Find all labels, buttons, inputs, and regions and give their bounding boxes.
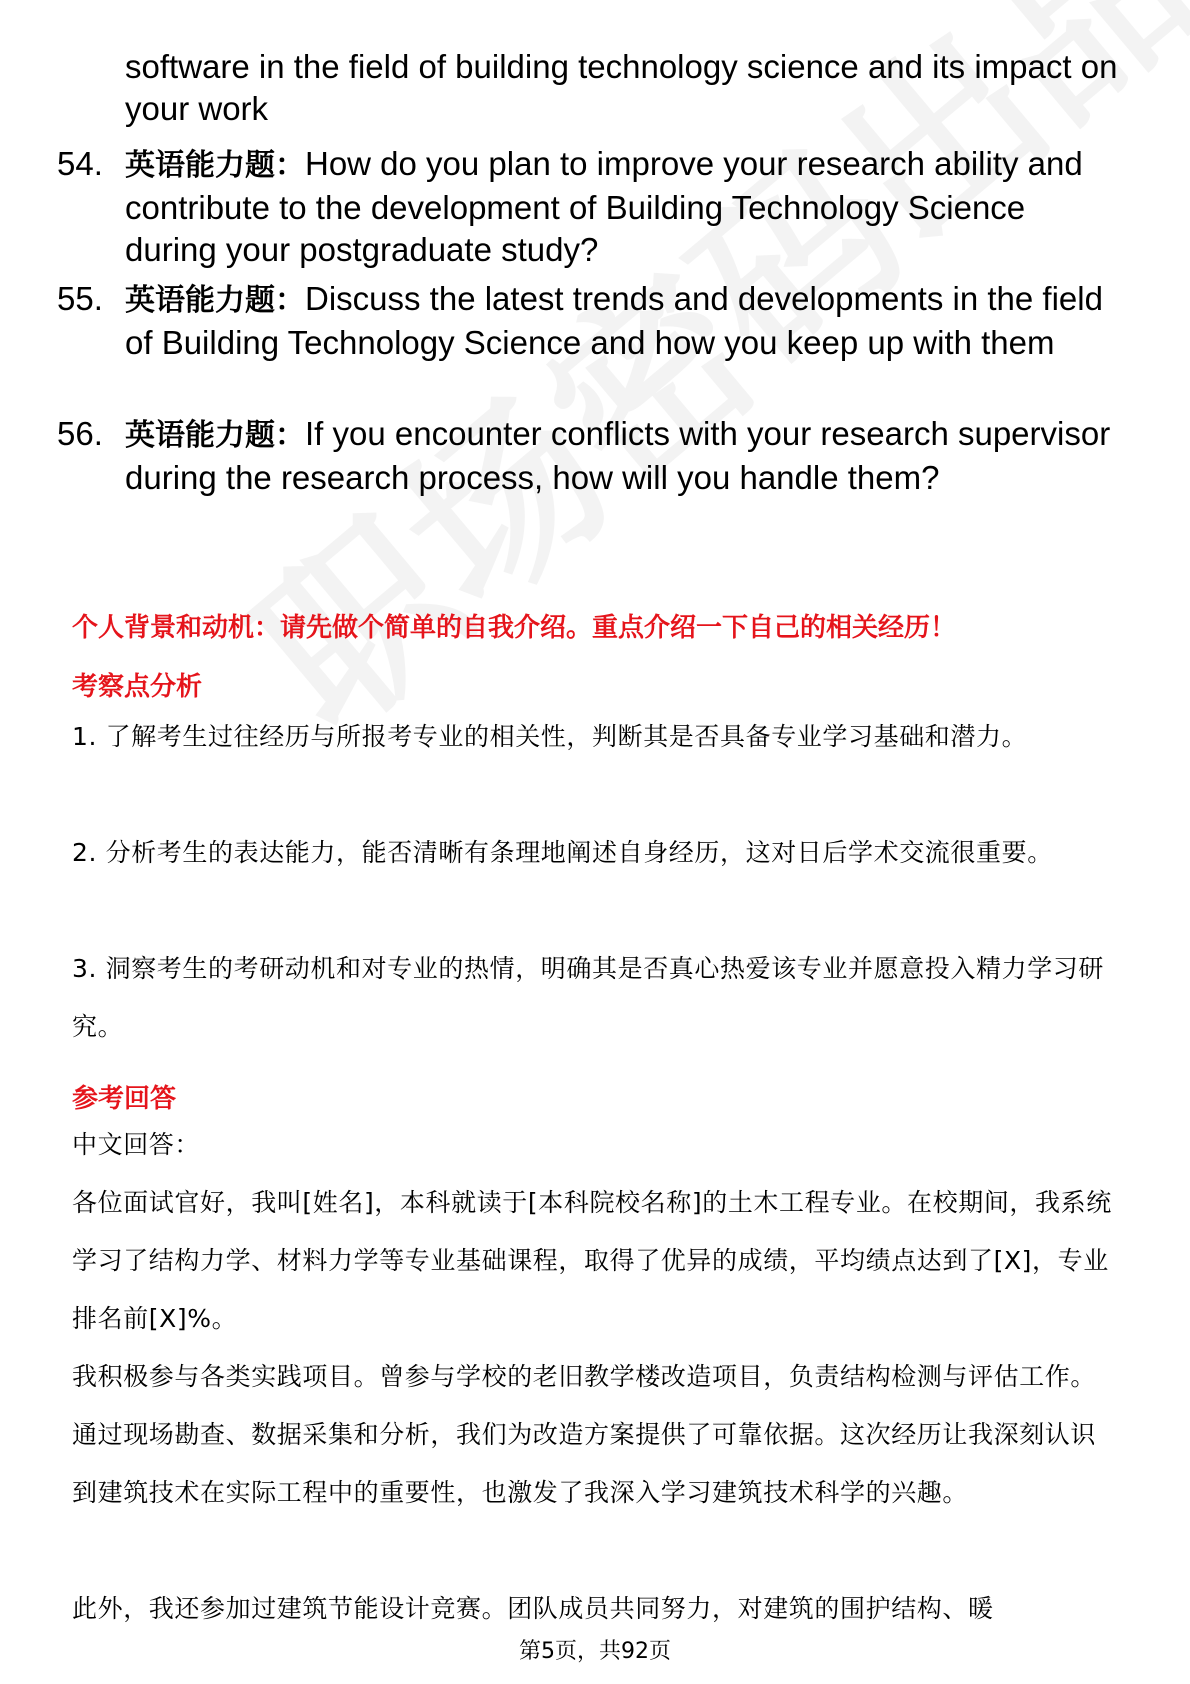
question-item bbox=[57, 413, 1127, 539]
question-text-block bbox=[125, 278, 1125, 364]
analysis-point: 3. 洞察考生的考研动机和对专业的热情，明确其是否真心热爱该专业并愿意投入精力学习研究。 bbox=[72, 954, 1105, 1041]
question-text: If you encounter conflicts with your research supervisor during the research process, how will you handle them? bbox=[125, 415, 1111, 496]
question-text: How do you plan to improve your research ability and contribute to the development of Building Technology Science during your postgraduate study? bbox=[125, 145, 1083, 268]
question-text: Discuss the latest trends and developments in the field of Building Technology Science and how you keep up with them bbox=[125, 280, 1103, 361]
answer-label: 中文回答： bbox=[72, 1130, 201, 1159]
question-number: 55. bbox=[57, 280, 103, 317]
question-tag: 英语能力题： bbox=[125, 283, 305, 318]
page-footer: 第5页，共92页 bbox=[519, 1639, 671, 1664]
question-text-block bbox=[125, 143, 1125, 271]
question-item bbox=[57, 278, 1127, 404]
answer-title: 参考回答 bbox=[72, 1084, 177, 1114]
section-heading: 个人背景和动机：请先做个简单的自我介绍。重点介绍一下自己的相关经历！ bbox=[72, 613, 957, 643]
analysis-point: 1. 了解考生过往经历与所报考专业的相关性，判断其是否具备专业学习基础和潜力。 bbox=[72, 722, 1028, 751]
answer-paragraph: 此外，我还参加过建筑节能设计竞赛。团队成员共同努力，对建筑的围护结构、暖 bbox=[72, 1594, 994, 1623]
analysis-title: 考察点分析 bbox=[72, 672, 203, 702]
analysis-point: 2. 分析考生的表达能力，能否清晰有条理地阐述自身经历，这对日后学术交流很重要。 bbox=[72, 838, 1053, 867]
question-tag: 英语能力题： bbox=[125, 148, 305, 183]
question-item bbox=[57, 143, 1127, 269]
answer-paragraph: 各位面试官好，我叫[姓名]，本科就读于[本科院校名称]的土木工程专业。在校期间，我系统学习了结构力学、材料力学等专业基础课程，取得了优异的成绩，平均绩点达到了[X]，专业排名前[X]%。 bbox=[72, 1188, 1112, 1333]
question-text-block bbox=[125, 413, 1125, 499]
answer-paragraph: 我积极参与各类实践项目。曾参与学校的老旧教学楼改造项目，负责结构检测与评估工作。通过现场勘查、数据采集和分析，我们为改造方案提供了可靠依据。这次经历让我深刻认识到建筑技术在实际工程中的重要性，也激发了我深入学习建筑技术科学的兴趣。 bbox=[72, 1362, 1097, 1507]
question-continuation: software in the field of building technology science and its impact on your work bbox=[125, 48, 1118, 127]
question-tag: 英语能力题： bbox=[125, 418, 305, 453]
question-number: 56. bbox=[57, 415, 103, 452]
question-number: 54. bbox=[57, 145, 103, 182]
